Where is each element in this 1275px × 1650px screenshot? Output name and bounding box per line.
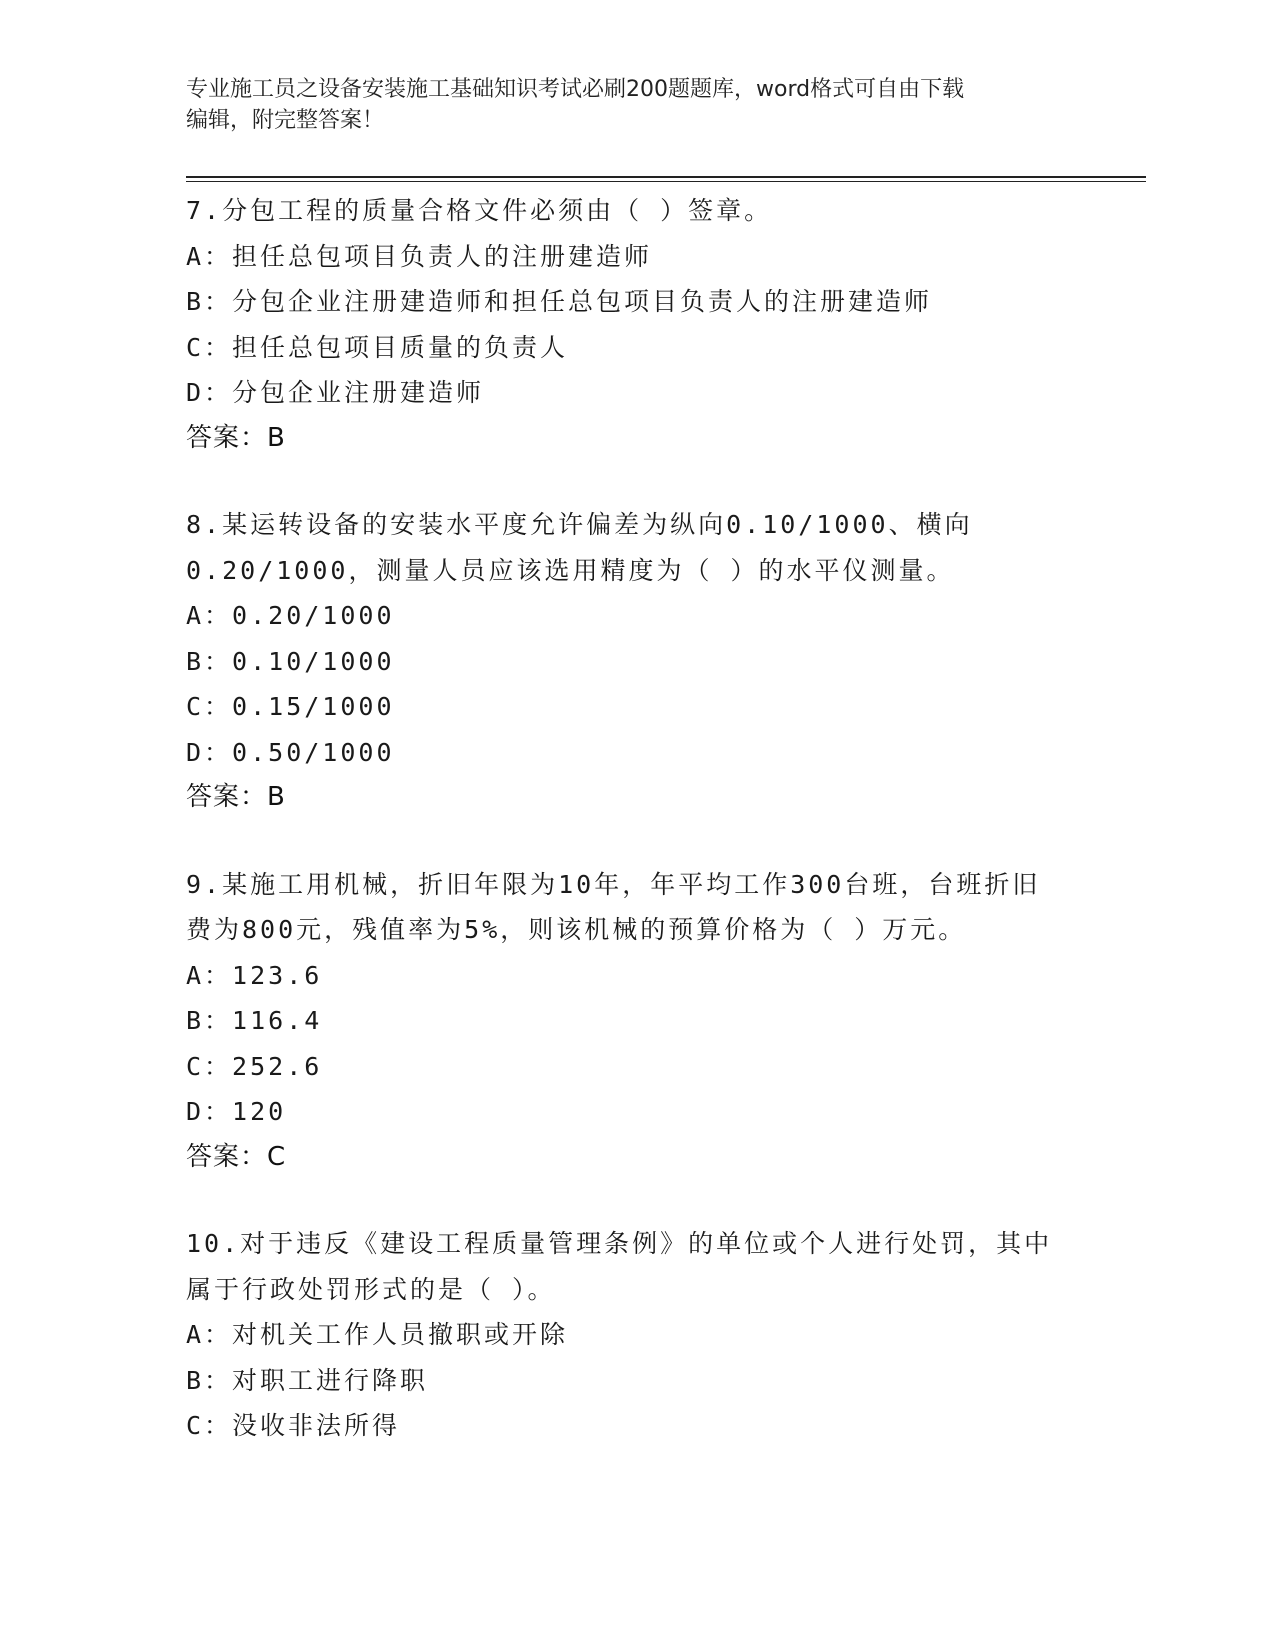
answer-line: 答案：C bbox=[186, 1141, 287, 1172]
question-stem: 7.分包工程的质量合格文件必须由（ ）签章。 bbox=[186, 196, 773, 225]
option-c: C：没收非法所得 bbox=[186, 1411, 401, 1440]
document-header bbox=[186, 74, 1086, 136]
option-d: D：0.50/1000 bbox=[186, 737, 395, 767]
option-b: B：分包企业注册建造师和担任总包项目负责人的注册建造师 bbox=[186, 287, 933, 316]
question-stem-continued: 属于行政处罚形式的是（ ）。 bbox=[186, 1274, 556, 1304]
option-b: B：116.4 bbox=[186, 1006, 323, 1035]
option-b: B：对职工进行降职 bbox=[186, 1365, 429, 1395]
question-list bbox=[186, 188, 1086, 1490]
question-item bbox=[186, 188, 1086, 461]
header-rule-thin bbox=[186, 181, 1146, 182]
option-c: C：252.6 bbox=[186, 1051, 323, 1081]
option-a: A：123.6 bbox=[186, 960, 323, 990]
header-title-line-2: 编辑，附完整答案！ bbox=[186, 108, 385, 133]
question-stem: 9.某施工用机械，折旧年限为10年，年平均工作300台班，台班折旧 bbox=[186, 869, 1041, 899]
option-a: A：0.20/1000 bbox=[186, 601, 395, 630]
option-c: C：担任总包项目质量的负责人 bbox=[186, 332, 569, 362]
question-stem-continued: 费为800元，残值率为5%，则该机械的预算价格为（ ）万元。 bbox=[186, 915, 967, 944]
option-d: D：120 bbox=[186, 1097, 287, 1126]
header-rule-thick bbox=[186, 176, 1146, 178]
option-c: C：0.15/1000 bbox=[186, 692, 395, 721]
header-title-line-1: 专业施工员之设备安装施工基础知识考试必刷200题题库，word格式可自由下载 bbox=[186, 77, 965, 102]
option-a: A：担任总包项目负责人的注册建造师 bbox=[186, 241, 653, 271]
question-stem: 10.对于违反《建设工程质量管理条例》的单位或个人进行处罚，其中 bbox=[186, 1229, 1053, 1258]
option-b: B：0.10/1000 bbox=[186, 646, 395, 676]
option-d: D：分包企业注册建造师 bbox=[186, 378, 485, 407]
question-item bbox=[186, 862, 1086, 1181]
question-stem-continued: 0.20/1000，测量人员应该选用精度为（ ）的水平仪测量。 bbox=[186, 555, 955, 585]
question-stem: 8.某运转设备的安装水平度允许偏差为纵向0.10/1000、横向 bbox=[186, 510, 973, 539]
option-a: A：对机关工作人员撤职或开除 bbox=[186, 1320, 569, 1349]
question-item bbox=[186, 502, 1086, 821]
answer-line: 答案：B bbox=[186, 782, 286, 812]
question-item bbox=[186, 1221, 1086, 1449]
answer-line: 答案：B bbox=[186, 422, 286, 453]
